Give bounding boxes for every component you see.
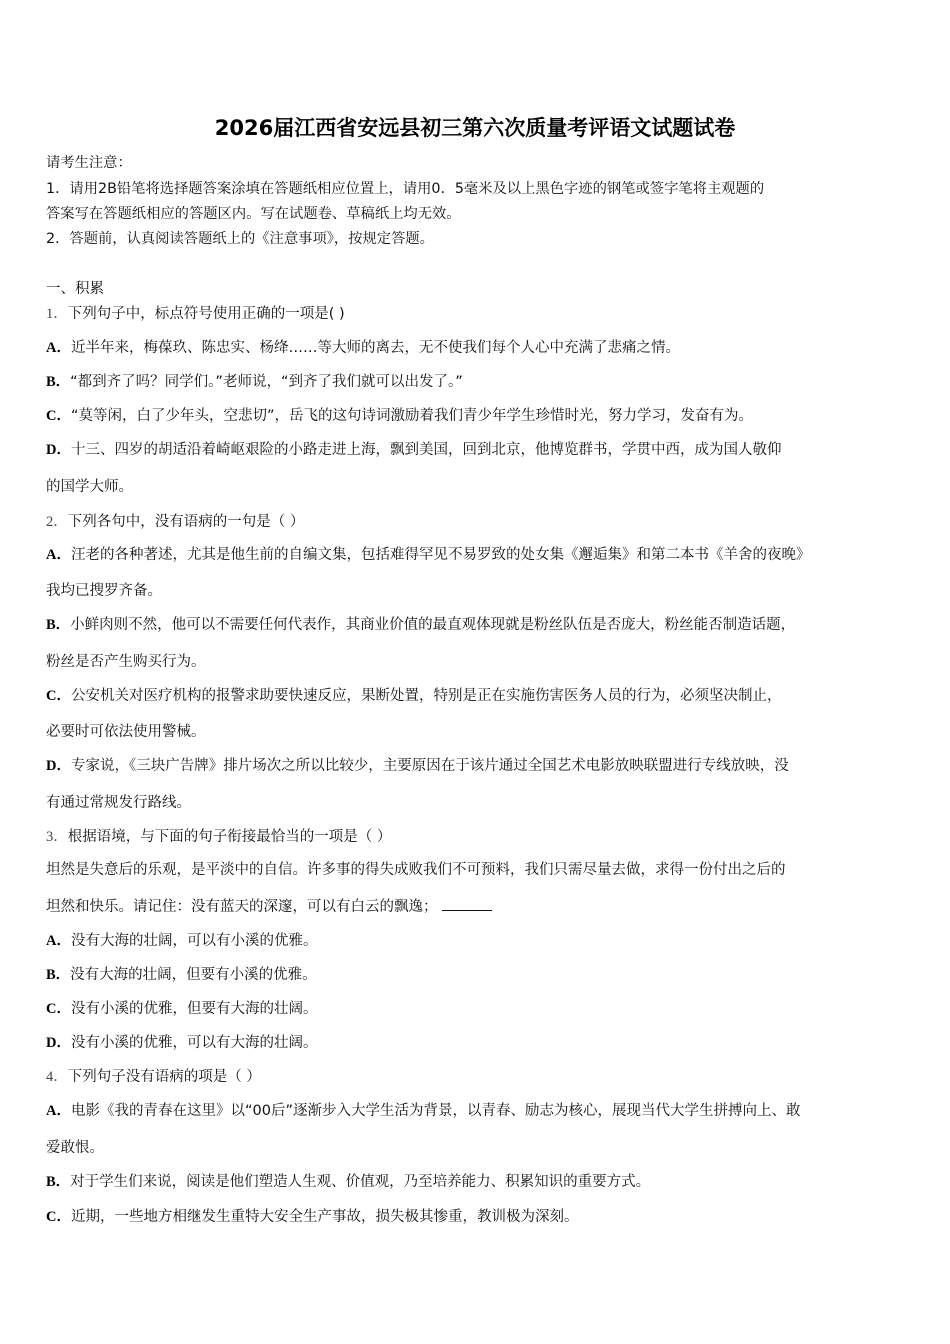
passage-text: 坦然和快乐。请记住：没有蓝天的深邃，可以有白云的飘逸； xyxy=(46,899,438,915)
option-label: C． xyxy=(46,1001,71,1017)
option-text: 小鲜肉则不然，他可以不需要任何代表作，其商业价值的最直观体现就是粉丝队伍是否庞大，粉丝能否制造话题， xyxy=(70,617,796,633)
option-text: “都到齐了吗？同学们。”老师说，“到齐了我们就可以出发了。” xyxy=(70,374,463,390)
option-text: 没有大海的壮阔，但要有小溪的优雅。 xyxy=(70,967,317,983)
question-stem xyxy=(46,510,304,531)
question-stem xyxy=(46,302,345,323)
question-text: 根据语境，与下面的句子衔接最恰当的一项是（ ） xyxy=(67,829,392,845)
option-label: C． xyxy=(46,1209,71,1225)
option-text: 公安机关对医疗机构的报警求助要快速反应，果断处置，特别是正在实施伤害医务人员的行为，必须坚决制止， xyxy=(70,688,782,704)
notice-line: 答案写在答题纸相应的答题区内。写在试题卷、草稿纸上均无效。 xyxy=(46,206,461,222)
option-text: 近半年来，梅葆玖、陈忠实、杨绛……等大师的离去，无不使我们每个人心中充满了悲痛之情。 xyxy=(70,340,680,356)
option-continuation: 的国学大师。 xyxy=(46,479,133,495)
option-label: A． xyxy=(46,933,71,949)
option-label: B． xyxy=(46,374,71,390)
passage-line xyxy=(46,895,492,916)
option-text: 对于学生们来说，阅读是他们塑造人生观、价值观，乃至培养能力、积累知识的重要方式。 xyxy=(70,1174,651,1190)
section-heading: 一、积累 xyxy=(46,281,104,297)
option-text: 没有小溪的优雅，但要有大海的壮阔。 xyxy=(70,1001,318,1017)
option-item xyxy=(46,543,810,564)
question-stem xyxy=(46,825,391,846)
option-text: 近期，一些地方相继发生重特大安全生产事故，损失极其惨重，教训极为深刻。 xyxy=(70,1209,579,1225)
option-item xyxy=(46,438,781,459)
option-continuation: 有通过常规发行路线。 xyxy=(46,795,191,811)
option-label: A． xyxy=(46,547,71,563)
option-text: 专家说，《三块广告牌》排片场次之所以比较少，主要原因在于该片通过全国艺术电影放映联盟进行专线放映，没 xyxy=(70,758,789,774)
option-text: 汪老的各种著述，尤其是他生前的自编文集，包括难得罕见不易罗致的处女集《邂逅集》和第二本书《羊舍的夜晚》 xyxy=(70,547,811,563)
option-item xyxy=(46,929,317,950)
notice-heading: 请考生注意： xyxy=(46,155,132,171)
option-label: D． xyxy=(46,442,71,458)
option-continuation: 我均已搜罗齐备。 xyxy=(46,583,162,599)
option-item xyxy=(46,1205,578,1226)
notice-line: 2．答题前，认真阅读答题纸上的《注意事项》，按规定答题。 xyxy=(46,231,434,247)
option-text: 十三、四岁的胡适沿着崎岖艰险的小路走进上海，飘到美国，回到北京，他博览群书，学贯中西，成为国人敬仰 xyxy=(70,442,782,458)
option-label: A． xyxy=(46,340,71,356)
option-item xyxy=(46,754,789,775)
document-title: 2026届江西省安远县初三第六次质量考评语文试题试卷 xyxy=(214,116,736,140)
option-label: D． xyxy=(46,758,71,774)
option-label: B． xyxy=(46,967,71,983)
option-item xyxy=(46,1099,800,1120)
option-label: B． xyxy=(46,1174,71,1190)
question-stem xyxy=(46,1065,261,1086)
option-label: B． xyxy=(46,617,71,633)
option-item xyxy=(46,336,680,357)
passage-line: 坦然是失意后的乐观，是平淡中的自信。许多事的得失成败我们不可预料，我们只需尽量去做，求得一份付出之后的 xyxy=(46,862,786,878)
option-text: 没有大海的壮阔，可以有小溪的优雅。 xyxy=(70,933,318,949)
option-label: A． xyxy=(46,1103,71,1119)
option-continuation: 粉丝是否产生购买行为。 xyxy=(46,654,206,670)
option-text: 没有小溪的优雅，可以有大海的壮阔。 xyxy=(70,1035,318,1051)
option-continuation: 爱敢恨。 xyxy=(46,1140,104,1156)
option-item xyxy=(46,613,795,634)
option-item xyxy=(46,997,317,1018)
question-number: 3． xyxy=(46,829,68,845)
question-number: 1． xyxy=(46,306,68,322)
option-text: “莫等闲，白了少年头，空悲切”，岳飞的这句诗词激励着我们青少年学生珍惜时光，努力学习，发奋有为。 xyxy=(70,408,754,424)
option-item xyxy=(46,404,753,425)
option-item xyxy=(46,370,463,391)
option-item xyxy=(46,1170,650,1191)
notice-line: 1．请用2B铅笔将选择题答案涂填在答题纸相应位置上，请用0．5毫米及以上黑色字迹的钢笔或签字笔将主观题的 xyxy=(46,181,765,197)
question-number: 2． xyxy=(46,514,68,530)
option-label: C． xyxy=(46,408,71,424)
option-item xyxy=(46,963,317,984)
option-label: C． xyxy=(46,688,71,704)
option-label: D． xyxy=(46,1035,71,1051)
option-continuation: 必要时可依法使用警械。 xyxy=(46,724,206,740)
question-text: 下列各句中，没有语病的一句是（ ） xyxy=(67,514,305,530)
question-text: 下列句子中，标点符号使用正确的一项是( ) xyxy=(67,306,345,322)
option-item xyxy=(46,684,781,705)
answer-blank xyxy=(442,896,492,911)
option-item xyxy=(46,1031,317,1052)
question-number: 4． xyxy=(46,1069,68,1085)
question-text: 下列句子没有语病的项是（ ） xyxy=(67,1069,261,1085)
option-text: 电影《我的青春在这里》以“00后”逐渐步入大学生活为背景，以青春、励志为核心，展现当代大学生拼搏向上、敢 xyxy=(70,1103,801,1119)
